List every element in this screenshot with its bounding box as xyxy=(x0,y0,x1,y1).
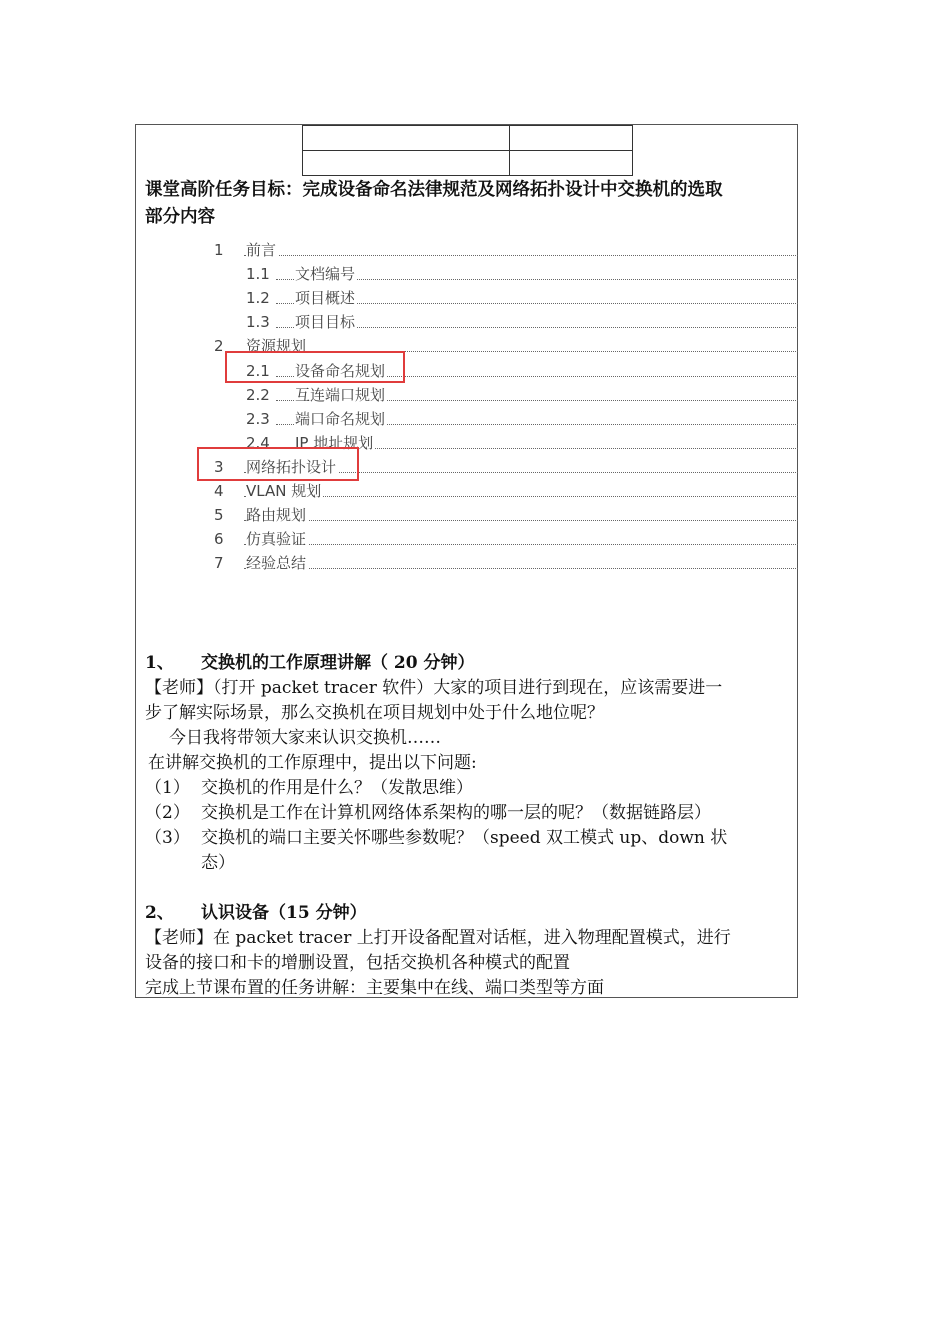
toc-number: 1 xyxy=(214,241,224,259)
header-cell xyxy=(510,151,633,176)
toc-title: 经验总结 xyxy=(246,554,307,573)
toc-title: VLAN 规划 xyxy=(246,482,322,500)
toc-title: 仿真验证 xyxy=(246,530,307,549)
toc-title: 互连端口规划 xyxy=(295,385,386,404)
toc-title: 项目概述 xyxy=(295,289,356,308)
paragraph-line: 在讲解交换机的工作原理中，提出以下问题: xyxy=(148,753,477,773)
highlight-box-topology xyxy=(197,447,359,481)
toc-entry xyxy=(246,287,798,309)
question-item xyxy=(145,826,727,851)
paragraph-line: 完成上节课布置的任务讲解：主要集中在线、端口类型等方面 xyxy=(145,978,604,998)
toc-number: 2.2 xyxy=(246,385,270,404)
toc-title: 文档编号 xyxy=(295,265,356,284)
question-item xyxy=(145,801,711,826)
toc-number: 1.3 xyxy=(246,313,270,332)
toc-number: 7 xyxy=(214,554,224,573)
toc-title: 前言 xyxy=(246,241,277,259)
toc-title: IP 地址规划 xyxy=(295,433,374,452)
section2-title xyxy=(145,901,367,926)
toc-number: 2.4 xyxy=(246,433,270,452)
toc-entry xyxy=(214,239,798,261)
toc-number: 2.1 xyxy=(246,361,270,380)
toc-entry xyxy=(214,504,798,526)
toc-number: 1.1 xyxy=(246,265,270,284)
toc-number: 3 xyxy=(214,457,224,476)
header-cell xyxy=(303,126,510,151)
question-number: （2） xyxy=(145,803,190,823)
highlight-box-device-naming xyxy=(225,351,405,383)
heading-line: 部分内容 xyxy=(145,207,215,227)
toc-number: 6 xyxy=(214,530,224,549)
toc-entry xyxy=(246,408,798,430)
toc-leader-dots xyxy=(244,552,798,569)
question-text: 交换机的作用是什么？（发散思维） xyxy=(201,778,473,798)
toc-title: 网络拓扑设计 xyxy=(246,457,337,476)
header-table xyxy=(302,125,633,176)
toc-number: 2.3 xyxy=(246,409,270,428)
heading-line: 课堂高阶任务目标：完成设备命名法律规范及网络拓扑设计中交换机的选取 xyxy=(145,180,723,200)
paragraph-line: 步了解实际场景，那么交换机在项目规划中处于什么地位呢？ xyxy=(145,703,604,723)
toc-title: 资源规划 xyxy=(246,337,307,356)
toc-entry xyxy=(214,552,798,574)
table-of-contents xyxy=(136,237,798,609)
lesson-frame xyxy=(135,124,798,998)
toc-number: 4 xyxy=(214,482,224,500)
paragraph-line: 态） xyxy=(201,853,235,873)
toc-leader-dots xyxy=(244,480,798,497)
toc-title: 项目目标 xyxy=(295,313,356,332)
toc-leader-dots xyxy=(244,528,798,545)
toc-number: 1.2 xyxy=(246,289,270,308)
header-cell xyxy=(510,126,633,151)
question-number: （3） xyxy=(145,828,190,848)
question-item xyxy=(145,776,473,801)
paragraph-line: 设备的接口和卡的增删设置，包括交换机各种模式的配置 xyxy=(145,953,570,973)
toc-entry xyxy=(214,480,798,502)
header-cell xyxy=(303,151,510,176)
toc-leader-dots xyxy=(244,335,798,352)
toc-entry xyxy=(246,384,798,406)
section-number: 1、 xyxy=(145,653,174,673)
toc-entry xyxy=(246,263,798,285)
task-goal-heading xyxy=(145,177,795,231)
paragraph-line: 【老师】在 packet tracer 上打开设备配置对话框，进入物理配置模式，进行 xyxy=(145,928,731,948)
paragraph-line: 今日我将带领大家来认识交换机…… xyxy=(169,728,441,748)
section-title-text: 认识设备（15 分钟） xyxy=(201,903,367,923)
toc-entry xyxy=(246,311,798,333)
question-text: 交换机是工作在计算机网络体系架构的哪一层的呢？（数据链路层） xyxy=(201,803,711,823)
toc-leader-dots xyxy=(244,239,798,256)
toc-title: 路由规划 xyxy=(246,506,307,525)
question-text: 交换机的端口主要关怀哪些参数呢？（speed 双工模式 up、down 状 xyxy=(201,828,728,848)
toc-number: 2 xyxy=(214,337,224,356)
toc-entry xyxy=(214,528,798,550)
toc-title: 设备命名规划 xyxy=(295,361,386,380)
section1-title xyxy=(145,651,475,676)
paragraph-line: 【老师】（打开 packet tracer 软件）大家的项目进行到现在，应该需要进一 xyxy=(145,678,723,698)
toc-number: 5 xyxy=(214,506,224,525)
toc-leader-dots xyxy=(244,504,798,521)
section-number: 2、 xyxy=(145,903,174,923)
question-number: （1） xyxy=(145,778,190,798)
section-title-text: 交换机的工作原理讲解（ 20 分钟） xyxy=(201,653,475,673)
toc-title: 端口命名规划 xyxy=(295,409,386,428)
